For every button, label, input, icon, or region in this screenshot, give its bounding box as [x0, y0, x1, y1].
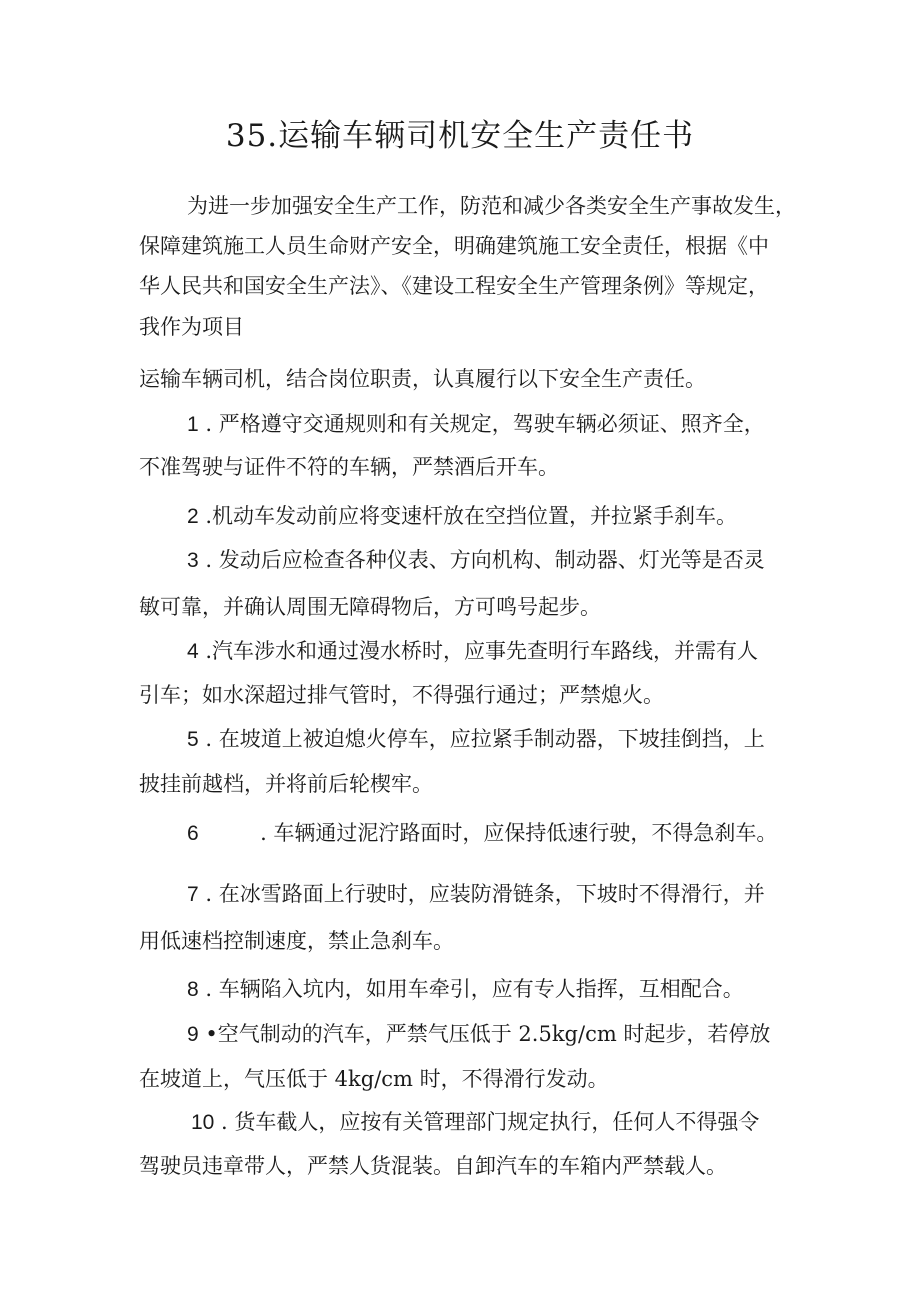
- item-number: 2: [187, 505, 199, 528]
- list-item-2: [187, 502, 737, 531]
- list-item-5-continued: 披挂前越档，并将前后轮楔牢。: [139, 772, 433, 796]
- list-item-8: [187, 975, 744, 1004]
- item-number: 8: [187, 978, 199, 1001]
- item-text: . 严格遵守交通规则和有关规定，驾驶车辆必须证、照齐全，: [205, 412, 765, 436]
- item-text: . 车辆陷入坑内，如用车牵引，应有专人指挥，互相配合。: [205, 977, 744, 1001]
- list-item-10-continued: 驾驶员违章带人，严禁人货混装。自卸汽车的车箱内严禁载人。: [139, 1154, 727, 1178]
- item-text: .汽车涉水和通过漫水桥时，应事先查明行车路线，并需有人: [205, 639, 759, 663]
- list-item-6: [187, 819, 777, 848]
- intro-line-4: 我作为项目: [139, 315, 244, 339]
- intro-line-3: 华人民共和国安全生产法》、《建设工程安全生产管理条例》等规定，: [139, 274, 769, 298]
- document-title: 35.运输车辆司机安全生产责任书: [225, 118, 695, 154]
- intro-line-1: 为进一步加强安全生产工作，防范和减少各类安全生产事故发生，: [187, 194, 796, 218]
- item-text: •空气制动的汽车，严禁气压低于 2.5kg/cm 时起步，若停放: [205, 1022, 771, 1046]
- list-item-3-continued: 敏可靠，并确认周围无障碍物后，方可鸣号起步。: [139, 595, 601, 619]
- list-item-7-continued: 用低速档控制速度，禁止急刹车。: [139, 929, 454, 953]
- item-text: .机动车发动前应将变速杆放在空挡位置，并拉紧手刹车。: [205, 504, 738, 528]
- item-text: . 货车截人，应按有关管理部门规定执行，任何人不得强令: [221, 1110, 760, 1134]
- item-text: . 在冰雪路面上行驶时，应装防滑链条，下坡时不得滑行，并: [205, 882, 765, 906]
- list-item-10: [191, 1108, 759, 1137]
- list-item-9: [187, 1020, 770, 1049]
- list-item-4: [187, 637, 758, 666]
- intro-line-5: 运输车辆司机，结合岗位职责，认真履行以下安全生产责任。: [139, 367, 706, 391]
- item-number: 1: [187, 413, 199, 436]
- intro-line-2: 保障建筑施工人员生命财产安全，明确建筑施工安全责任，根据《中: [139, 234, 769, 258]
- item-text: . 发动后应检查各种仪表、方向机构、制动器、灯光等是否灵: [205, 548, 765, 572]
- item-text: . 在坡道上被迫熄火停车，应拉紧手制动器，下坡挂倒挡，上: [205, 727, 765, 751]
- list-item-1: [187, 410, 765, 439]
- list-item-5: [187, 725, 765, 754]
- list-item-9-continued: 在坡道上，气压低于 4kg/cm 时，不得滑行发动。: [139, 1067, 609, 1091]
- item-text: . 车辆通过泥泞路面时，应保持低速行驶，不得急刹车。: [260, 821, 778, 845]
- item-number: 9: [187, 1023, 199, 1046]
- list-item-4-continued: 引车；如水深超过排气管时，不得强行通过；严禁熄火。: [139, 683, 664, 707]
- item-number: 10: [191, 1111, 215, 1134]
- item-number: 4: [187, 640, 199, 663]
- list-item-1-continued: 不准驾驶与证件不符的车辆，严禁酒后开车。: [139, 455, 559, 479]
- item-number: 6: [187, 822, 199, 845]
- list-item-3: [187, 546, 765, 575]
- item-number: 3: [187, 549, 199, 572]
- item-number: 7: [187, 883, 199, 906]
- item-number: 5: [187, 728, 199, 751]
- list-item-7: [187, 880, 765, 909]
